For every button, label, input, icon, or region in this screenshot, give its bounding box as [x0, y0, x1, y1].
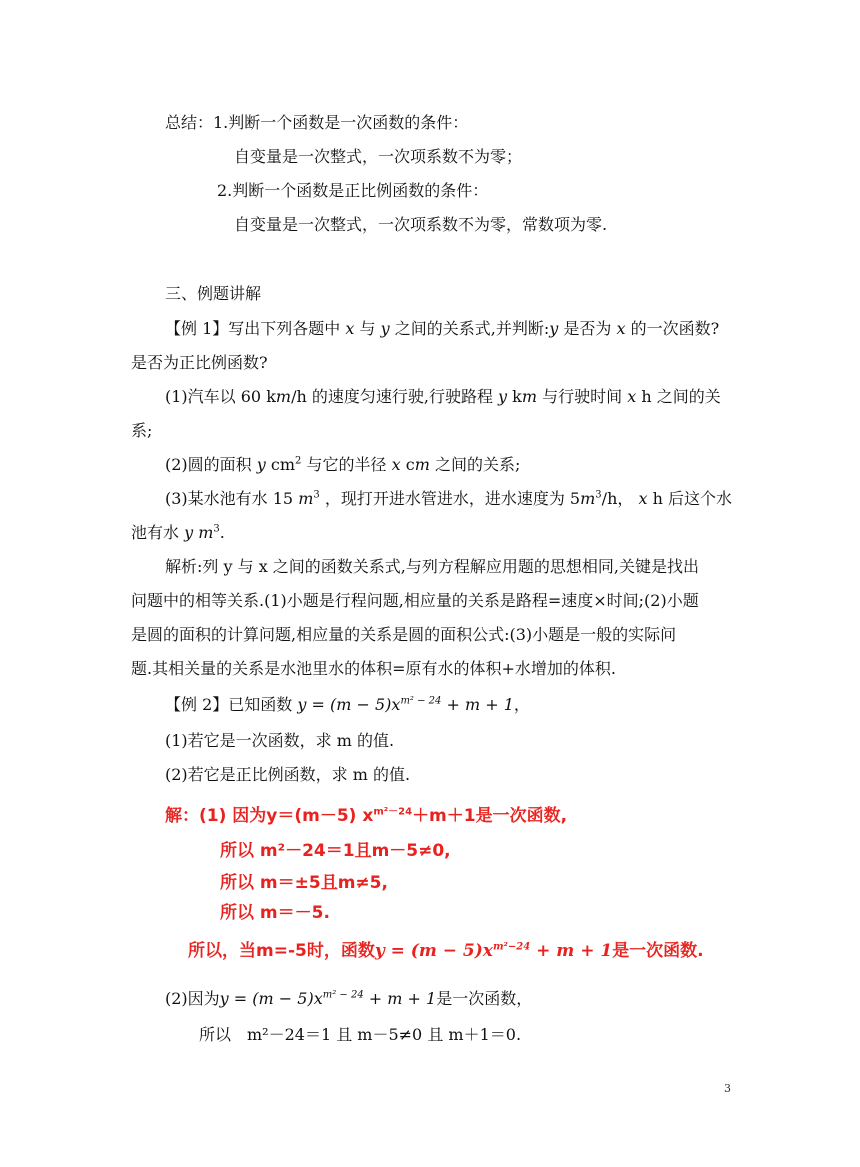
solution-line-4: 所以 m＝－5. [220, 903, 330, 923]
example-2-part-1: (1)若它是一次函数，求 m 的值. [165, 731, 395, 750]
solution-conclusion: 所以，当m=-5时，函数$y = (m - 5)x^{m^2-24} + m + 1$是一次函数. [188, 941, 704, 961]
example-1-question-3: (3)某水池有水 15 $m^3$ ，现打开进水管进水，进水速度为 $5m^3/h$， x h 后这个水 [165, 489, 732, 508]
summary-title: 总结：1.判断一个函数是一次函数的条件： [165, 113, 469, 132]
example-1-question-3-line-2: 池有水 y $m^3$. [131, 523, 225, 542]
solution-line-3: 所以 m＝±5且m≠5, [220, 873, 388, 893]
analysis-line-3: 是圆的面积的计算问题,相应量的关系是圆的面积公式:(3)小题是一般的实际问 [131, 625, 677, 644]
summary-title-2: 2.判断一个函数是正比例函数的条件： [217, 181, 489, 200]
analysis-line-4: 题.其相关量的关系是水池里水的体积=原有水的体积+水增加的体积. [131, 659, 616, 678]
solution-line-1: 解：(1) 因为y＝(m－5) $x^{m^2-24}+m+1$是一次函数, [165, 806, 568, 826]
example-1-question-1-line-2: 系; [131, 421, 153, 440]
example-1-stem: 【例 1】写出下列各题中 x 与 y 之间的关系式,并判断:y 是否为 x 的一次函数? [165, 319, 720, 338]
summary-condition-1: 自变量是一次整式，一次项系数不为零； [234, 147, 523, 166]
part-2-line-2: 所以 m²－24＝1 且 m－5≠0 且 m＋1＝0. [199, 1025, 522, 1044]
example-2-part-2: (2)若它是正比例函数，求 m 的值. [165, 765, 411, 784]
example-1-stem-line-2: 是否为正比例函数? [131, 353, 268, 372]
example-2-stem: 【例 2】已知函数 $y = (m - 5)x^{m^2 - 24} + m + 1$， [165, 695, 530, 714]
example-1-question-1: (1)汽车以 60 km/h 的速度匀速行驶,行驶路程 y km 与行驶时间 x h 之间的关 [165, 387, 721, 406]
solution-line-2: 所以 m²－24＝1且m－5≠0, [220, 841, 451, 861]
analysis-line-2: 问题中的相等关系.(1)小题是行程问题,相应量的关系是路程=速度×时间;(2)小题 [131, 591, 699, 610]
summary-condition-2: 自变量是一次整式，一次项系数不为零，常数项为零. [234, 215, 608, 234]
section-heading: 三、例题讲解 [165, 284, 262, 303]
analysis-line-1: 解析:列 y 与 x 之间的函数关系式,与列方程解应用题的思想相同,关键是找出 [165, 557, 699, 576]
page-number: 3 [724, 1082, 731, 1095]
example-1-question-2: (2)圆的面积 y $cm^2$ 与它的半径 x cm 之间的关系; [165, 455, 521, 474]
part-2-line-1: (2)因为$y = (m - 5)x^{m^2 - 24} + m + 1$是一次函数， [165, 989, 533, 1008]
